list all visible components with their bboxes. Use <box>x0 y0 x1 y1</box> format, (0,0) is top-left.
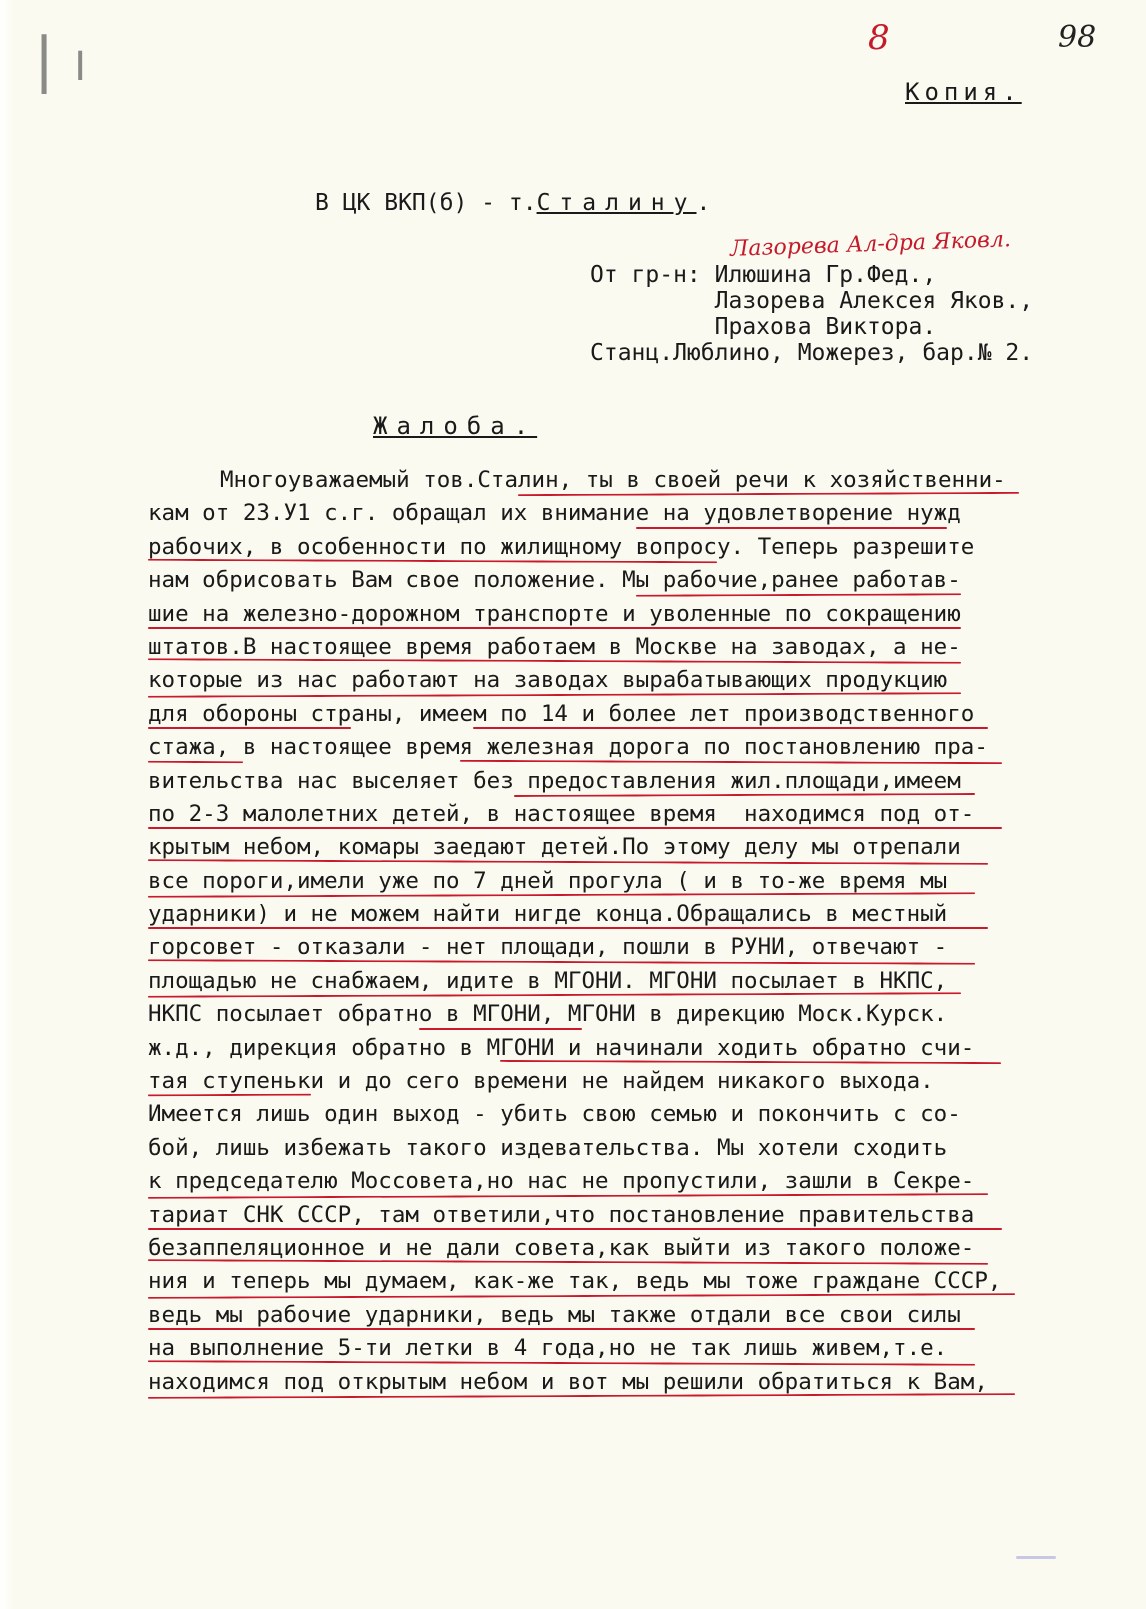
body-line <box>148 931 1078 964</box>
body-line-text: бой, лишь избежать такого издевательства. Мы хотели сходить <box>148 1134 948 1161</box>
red-pencil-underline <box>148 1228 1002 1230</box>
body-line-text: ния и теперь мы думаем, как-же так, ведь мы тоже граждане СССР, <box>148 1268 1002 1295</box>
red-pencil-underline <box>148 760 243 762</box>
body-line <box>148 1332 1078 1365</box>
body-line-text: нам обрисовать Вам свое положение. Мы рабочие,ранее работав- <box>148 567 961 594</box>
body-line <box>148 998 1078 1031</box>
body-line-text: штатов.В настоящее время работаем в Москве на заводах, а не- <box>148 633 961 660</box>
body-line <box>148 464 1078 497</box>
page-edge-shadow <box>0 0 14 1609</box>
sender-line: Лазорева Алексея Яков., <box>590 288 1034 314</box>
body-line <box>148 1199 1078 1232</box>
body-line-text: для обороны страны, имеем по 14 и более лет производственного <box>148 700 975 727</box>
body-line <box>148 1065 1078 1098</box>
body-line-text: кам от 23.У1 с.г. обращал их внимание на удовлетворение нужд <box>148 500 961 527</box>
red-pencil-underline <box>473 727 988 729</box>
body-line <box>148 865 1078 898</box>
body-line <box>148 631 1078 664</box>
body-line-text: на выполнение 5-ти летки в 4 года,но не так лишь живем,т.е. <box>148 1335 948 1362</box>
body-line-text: горсовет - отказали - нет площади, пошли в РУНИ, отвечают - <box>148 934 948 961</box>
handwritten-note: Лазорева Ал-дра Яковл. <box>729 227 1012 262</box>
body-line <box>148 531 1078 564</box>
red-pencil-underline <box>148 1328 975 1330</box>
body-line-text: рабочих, в особенности по жилищному вопросу. Теперь разрешите <box>148 533 975 560</box>
body-line <box>148 798 1078 831</box>
body-line <box>148 698 1078 731</box>
addressee-line <box>315 190 710 216</box>
sender-line: Станц.Люблино, Можерез, бар.№ 2. <box>590 340 1034 366</box>
body-line <box>148 1165 1078 1198</box>
body-line <box>148 598 1078 631</box>
body-line-text: вительства нас выселяет без предоставления жил.площади,имеем <box>148 767 961 794</box>
corner-mark: 8 <box>868 18 890 58</box>
punch-hole-marks: |ǀ <box>26 25 99 95</box>
body-line-text: ударники) и не можем найти нигде конца.Обращались в местный <box>148 901 948 928</box>
body-line <box>148 1098 1078 1131</box>
body-line-text: тариат СНК СССР, там ответили,что постановление правительства <box>148 1201 975 1228</box>
red-pencil-underline <box>518 492 1019 496</box>
copy-label: Копия. <box>905 78 1022 106</box>
letter-body <box>148 464 1078 1399</box>
addressee-suffix: . <box>696 190 711 216</box>
body-line <box>148 564 1078 597</box>
red-pencil-underline <box>636 593 961 596</box>
ink-smudge <box>1016 1556 1056 1559</box>
red-pencil-underline <box>419 1028 582 1030</box>
body-line <box>148 1366 1078 1399</box>
red-pencil-underline <box>148 627 961 629</box>
body-line-text: безаппеляционное и не дали совета,как выйти из такого положе- <box>148 1234 975 1261</box>
body-line <box>148 497 1078 530</box>
red-pencil-underline <box>636 527 948 529</box>
red-pencil-underline <box>148 827 1002 829</box>
body-line-text: Многоуважаемый тов.Сталин, ты в своей речи к хозяйственни- <box>220 467 1006 493</box>
body-line <box>148 664 1078 697</box>
body-line <box>148 1299 1078 1332</box>
body-line-text: Имеется лишь один выход - убить свою семью и покончить с со- <box>148 1101 961 1128</box>
red-pencil-underline <box>148 927 988 929</box>
sender-line: От гр-н: Илюшина Гр.Фед., <box>590 262 937 288</box>
body-line-text: находимся под открытым небом и вот мы решили обратиться к Вам, <box>148 1368 988 1395</box>
body-line <box>148 731 1078 764</box>
document-title: Жалоба. <box>373 412 538 440</box>
body-line <box>148 1265 1078 1298</box>
body-line-text: ведь мы рабочие ударники, ведь мы также отдали все свои силы <box>148 1301 961 1328</box>
body-line <box>148 1032 1078 1065</box>
body-line <box>148 965 1078 998</box>
addressee-surname: Сталину <box>536 190 697 216</box>
body-line-text: шие на железно-дорожном транспорте и уволенные по сокращению <box>148 600 961 627</box>
body-line-text: крытым небом, комары заедают детей.По этому делу мы отрепали <box>148 834 961 861</box>
page-number: 98 <box>1058 20 1097 55</box>
body-line-text: площадью не снабжаем, идите в МГОНИ. МГОНИ посылает в НКПС, <box>148 967 948 994</box>
body-line-text: которые из нас работают на заводах вырабатывающих продукцию <box>148 667 948 694</box>
body-line-text: все пороги,имели уже по 7 дней прогула ( и в то-же время мы <box>148 867 948 894</box>
body-line <box>148 1232 1078 1265</box>
sender-line: Прахова Виктора. <box>590 314 937 340</box>
body-line-text: ж.д., дирекция обратно в МГОНИ и начинали ходить обратно счи- <box>148 1034 975 1061</box>
body-line-text: по 2-3 малолетних детей, в настоящее время находимся под от- <box>148 800 975 827</box>
body-line <box>148 1132 1078 1165</box>
body-line <box>148 831 1078 864</box>
addressee-prefix: В ЦК ВКП(б) - т. <box>315 190 537 216</box>
body-line-text: стажа, в настоящее время железная дорога по постановлению пра- <box>148 734 988 761</box>
body-line-text: тая ступеньки и до сего времени не найдем никакого выхода. <box>148 1068 934 1095</box>
red-pencil-underline <box>148 727 351 729</box>
body-line <box>148 765 1078 798</box>
body-line-text: НКПС посылает обратно в МГОНИ, МГОНИ в дирекцию Моск.Курск. <box>148 1001 948 1028</box>
body-line <box>148 898 1078 931</box>
red-pencil-underline <box>148 1094 311 1097</box>
body-line-text: к председателю Моссовета,но нас не пропустили, зашли в Секре- <box>148 1168 975 1195</box>
